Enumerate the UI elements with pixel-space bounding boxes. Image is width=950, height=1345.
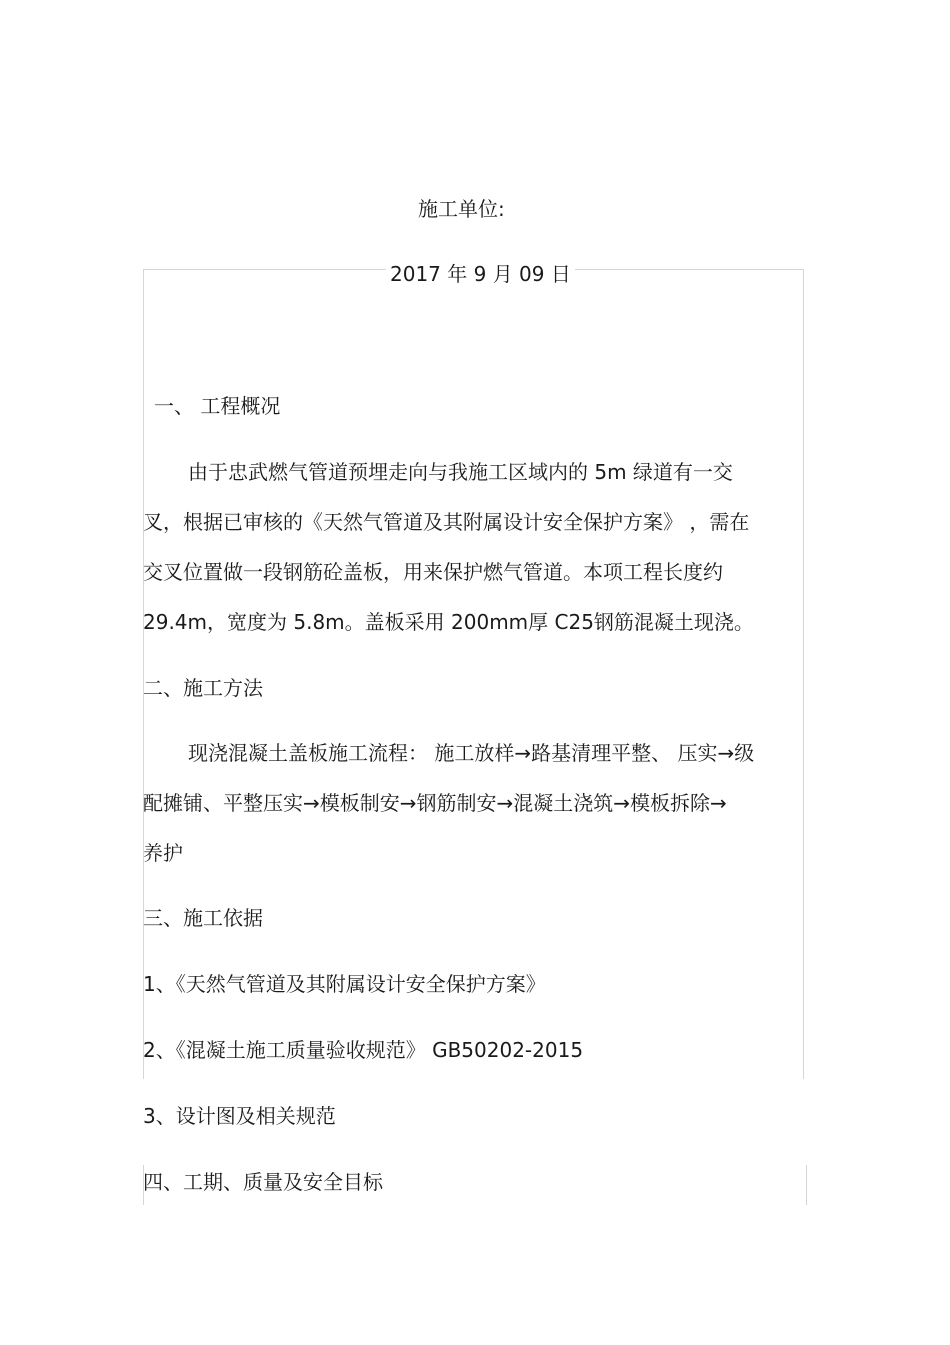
construction-unit-label: 施工单位:	[418, 197, 505, 221]
section-heading-targets: 四、工期、质量及安全目标	[143, 1170, 383, 1194]
section-heading-overview: 一、 工程概况	[154, 394, 281, 418]
paragraph-line: 配摊铺、平整压实→模板制安→钢筋制安→混凝土浇筑→模板拆除→	[143, 791, 727, 815]
paragraph-line: 交叉位置做一段钢筋砼盖板，用来保护燃气管道。本项工程长度约	[143, 560, 723, 584]
list-item: 3、设计图及相关规范	[143, 1104, 336, 1128]
table-left-border	[143, 269, 144, 1079]
paragraph-line: 叉，根据已审核的《天然气管道及其附属设计安全保护方案》 ，需在	[143, 510, 750, 534]
document-date: 2017 年 9 月 09 日	[386, 262, 575, 286]
section-heading-method: 二、施工方法	[143, 676, 263, 700]
list-item: 2、《混凝土施工质量验收规范》 GB50202-2015	[143, 1038, 584, 1062]
paragraph-line: 由于忠武燃气管道预埋走向与我施工区域内的 5m 绿道有一交	[188, 460, 733, 484]
paragraph-line: 29.4m，宽度为 5.8m。盖板采用 200mm厚 C25钢筋混凝土现浇。	[143, 610, 754, 634]
table-right-border	[803, 269, 804, 1079]
list-item: 1、《天然气管道及其附属设计安全保护方案》	[143, 972, 546, 996]
table-right-border-lower	[806, 1165, 807, 1205]
paragraph-line: 现浇混凝土盖板施工流程： 施工放样→路基清理平整、 压实→级	[188, 741, 755, 765]
paragraph-line: 养护	[143, 841, 183, 865]
section-heading-basis: 三、施工依据	[143, 906, 263, 930]
